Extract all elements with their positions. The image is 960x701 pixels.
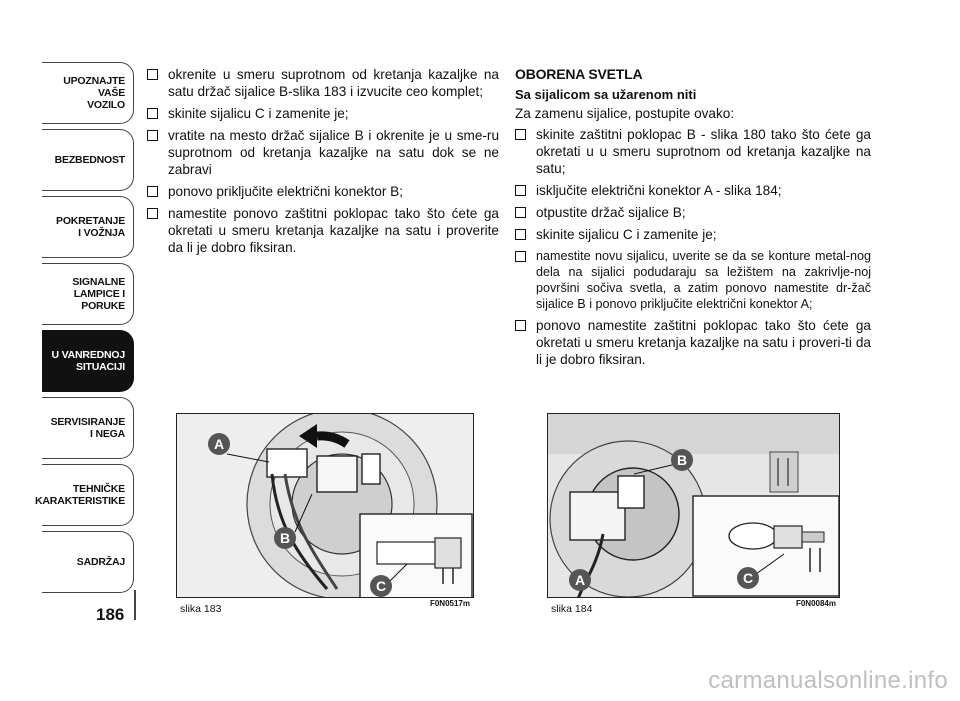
tab-label: SERVISIRANJE I NEGA [50,416,125,440]
checkbox-icon [515,251,526,262]
marker-c-label: C [742,570,754,586]
chapter-tabs [35,62,134,598]
page-number: 186 [96,605,125,624]
checkbox-icon [515,207,526,218]
tab-servisiranje[interactable] [42,397,134,459]
item-text: skinite sijalicu C i zamenite je; [536,227,717,242]
item-text: ponovo priključite električni konektor B; [168,184,403,199]
item-text: namestite ponovo zaštitni poklopac tako što ćete ga okretati u smeru kretanja kazaljke na satu i proverite da li je dobro fiksiran. [168,206,499,255]
marker-b-label: B [279,530,291,546]
tab-label: POKRETANJE I VOŽNJA [56,215,125,239]
tab-label: UPOZNAJTE VAŠE VOZILO [63,75,125,111]
tab-vanredne-situacije[interactable] [42,330,134,392]
item-text: vratite na mesto držač sijalice B i okrenite je u sme-ru suprotnom od kretanja kazaljke na satu dok se ne zabravi [168,128,499,177]
tab-label: TEHNIČKE KARAKTERISTIKE [35,483,125,507]
list-item [515,317,871,368]
item-text: ponovo namestite zaštitni poklopac tako što ćete ga okretati u smeru kretanja kazaljke na satu i proveri-ti da li je dobro fiksiran. [536,318,871,367]
figure-caption: slika 184 [551,603,593,615]
tab-label: SADRŽAJ [76,556,125,568]
list-item [147,66,499,100]
figure-184-illustration [547,413,840,598]
checkbox-icon [147,108,158,119]
list-item [515,126,871,177]
page-divider [134,590,136,620]
list-item [147,183,499,200]
tab-label: U VANREDNOJ SITUACIJI [51,349,125,373]
figure-code: F0N0517m [429,599,470,608]
tab-label: SIGNALNE LAMPICE I PORUKE [72,276,125,312]
marker-a-label: A [574,572,586,588]
list-item [515,248,871,312]
list-item [515,204,871,221]
checkbox-icon [515,185,526,196]
checkbox-icon [515,129,526,140]
section-title: OBORENA SVETLA [515,66,643,82]
marker-b-label: B [676,452,688,468]
checkbox-icon [147,208,158,219]
intro-text: Za zamenu sijalice, postupite ovako: [515,106,735,121]
tab-bezbednost[interactable] [42,129,134,191]
marker-c-label: C [375,578,387,594]
list-item [147,205,499,256]
tab-tehnicke[interactable] [35,464,134,526]
item-text: otpustite držač sijalice B; [536,205,686,220]
headlamp-socket-illustration [177,414,474,598]
figure-184 [547,413,840,618]
tab-pokretanje[interactable] [42,196,134,258]
figure-183 [176,413,474,618]
headlamp-bulb-illustration [548,414,840,598]
tab-upoznajte[interactable] [42,62,134,124]
section-subtitle: Sa sijalicom sa užarenom niti [515,87,697,102]
checkbox-icon [515,320,526,331]
list-item [147,105,499,122]
watermark: carmanualsonline.info [708,667,948,694]
item-text: skinite sijalicu C i zamenite je; [168,106,349,121]
figure-183-illustration [176,413,474,598]
item-text: isključite električni konektor A - slika 184; [536,183,782,198]
item-text: namestite novu sijalicu, uverite se da se konture metal-nog dela na sijalici podudaraju sa ležištem na zakrivlje-noj površini sočiva svetla, a zatim ponovo namestite dr-žač sijalice B i ponovo priključite električni konektor A; [536,249,871,311]
checkbox-icon [515,229,526,240]
checkbox-icon [147,186,158,197]
checkbox-icon [147,69,158,80]
left-column [147,66,499,261]
checkbox-icon [147,130,158,141]
item-text: okrenite u smeru suprotnom od kretanja kazaljke na satu držač sijalice B-slika 183 i izvucite ceo komplet; [168,67,499,99]
list-item [147,127,499,178]
list-item [515,182,871,199]
figure-caption: slika 183 [180,603,222,615]
tab-label: BEZBEDNOST [54,154,125,166]
tab-signalne-lampice[interactable] [42,263,134,325]
item-text: skinite zaštitni poklopac B - slika 180 tako što ćete ga okretati u u smeru suprotnom od kretanja kazaljke na satu; [536,127,871,176]
tab-sadrzaj[interactable] [42,531,134,593]
list-item [515,226,871,243]
right-column [515,66,871,373]
figure-code: F0N0084m [795,599,836,608]
marker-a-label: A [213,436,225,452]
